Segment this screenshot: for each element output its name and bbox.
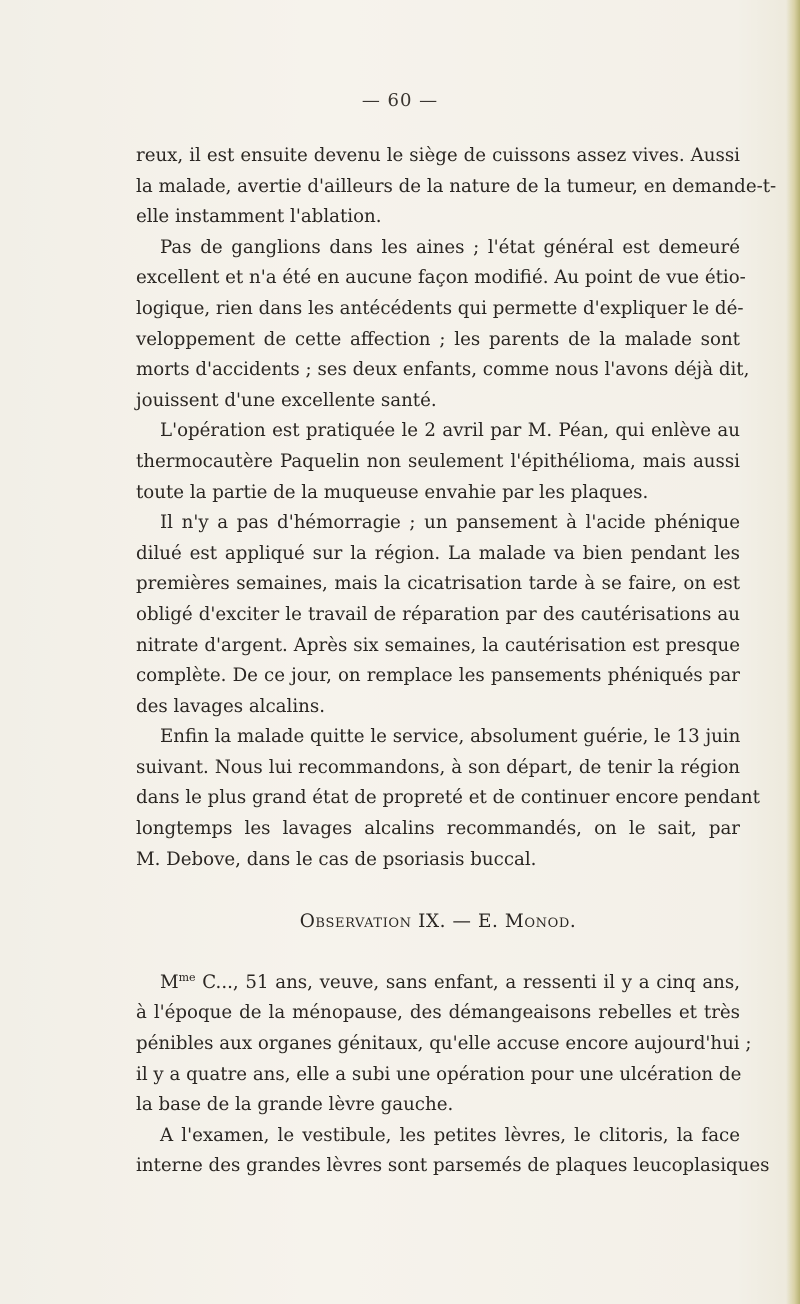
text-line: à l'époque de la ménopause, des démangeaisons rebelles et très: [136, 1002, 740, 1024]
title-abbrev: M: [160, 971, 179, 993]
paragraph-1: [136, 141, 777, 233]
text-line: il y a quatre ans, elle a subi une opération pour une ulcération de: [136, 1063, 742, 1085]
text-line: excellent et n'a été en aucune façon modifié. Au point de vue étio-: [136, 267, 746, 289]
text-line: L'opération est pratiquée le 2 avril par M. Péan, qui enlève au: [160, 420, 740, 442]
paragraph-2: [136, 233, 750, 417]
page-edge: [786, 0, 800, 1304]
text-line: Enfin la malade quitte le service, absolument guérie, le 13 juin: [160, 726, 741, 748]
text-line: longtemps les lavages alcalins recommandés, on le sait, par: [136, 818, 740, 840]
paragraph-5: [136, 722, 760, 875]
text-line: des lavages alcalins.: [136, 695, 325, 717]
observation-heading-text: Observation IX. — E. Monod.: [299, 911, 577, 933]
text-line: veloppement de cette affection ; les parents de la malade sont: [136, 328, 740, 350]
body-text: [136, 141, 777, 1182]
text-line: la malade, avertie d'ailleurs de la nature de la tumeur, en demande-t-: [136, 175, 777, 197]
text-line: A l'examen, le vestibule, les petites lèvres, le clitoris, la face: [160, 1124, 740, 1146]
observation-paragraph-1: [136, 968, 752, 1121]
text-line: la base de la grande lèvre gauche.: [136, 1094, 454, 1116]
observation-paragraph-2: [136, 1121, 770, 1182]
page-number: — 60 —: [361, 90, 439, 111]
paragraph-4: [136, 508, 740, 722]
text-line: dilué est appliqué sur la région. La malade va bien pendant les: [136, 542, 740, 564]
text-line: premières semaines, mais la cicatrisation tarde à se faire, on est: [136, 573, 740, 595]
text-line: Il n'y a pas d'hémorragie ; un pansement à l'acide phénique: [160, 512, 740, 534]
text-line: morts d'accidents ; ses deux enfants, comme nous l'avons déjà dit,: [136, 359, 750, 381]
text-line: thermocautère Paquelin non seulement l'épithélioma, mais aussi: [136, 450, 740, 472]
text-line: complète. De ce jour, on remplace les pansements phéniqués par: [136, 665, 740, 687]
text-line: pénibles aux organes génitaux, qu'elle accuse encore aujourd'hui ;: [136, 1033, 752, 1055]
text-line: nitrate d'argent. Après six semaines, la cautérisation est presque: [136, 634, 740, 656]
text-line: interne des grandes lèvres sont parsemés de plaques leucoplasiques: [136, 1155, 770, 1177]
paragraph-3: [136, 416, 740, 508]
text-line: dans le plus grand état de propreté et de continuer encore pendant: [136, 787, 760, 809]
observation-heading: [136, 907, 740, 938]
text-line: elle instamment l'ablation.: [136, 206, 382, 228]
text-line: jouissent d'une excellente santé.: [136, 389, 437, 411]
text-line: M. Debove, dans le cas de psoriasis buccal.: [136, 848, 537, 870]
text-line: logique, rien dans les antécédents qui permette d'expliquer le dé-: [136, 297, 744, 319]
text-line-rest: C..., 51 ans, veuve, sans enfant, a ressenti il y a cinq ans,: [195, 971, 740, 993]
text-line: obligé d'exciter le travail de réparation par des cautérisations au: [136, 603, 740, 625]
text-line: suivant. Nous lui recommandons, à son départ, de tenir la région: [136, 756, 740, 778]
text-line: Pas de ganglions dans les aines ; l'état général est demeuré: [160, 236, 740, 258]
text-line: [136, 968, 740, 999]
text-line: reux, il est ensuite devenu le siège de cuissons assez vives. Aussi: [136, 145, 740, 166]
title-abbrev-sup: me: [178, 970, 196, 984]
text-line: toute la partie de la muqueuse envahie par les plaques.: [136, 481, 649, 503]
